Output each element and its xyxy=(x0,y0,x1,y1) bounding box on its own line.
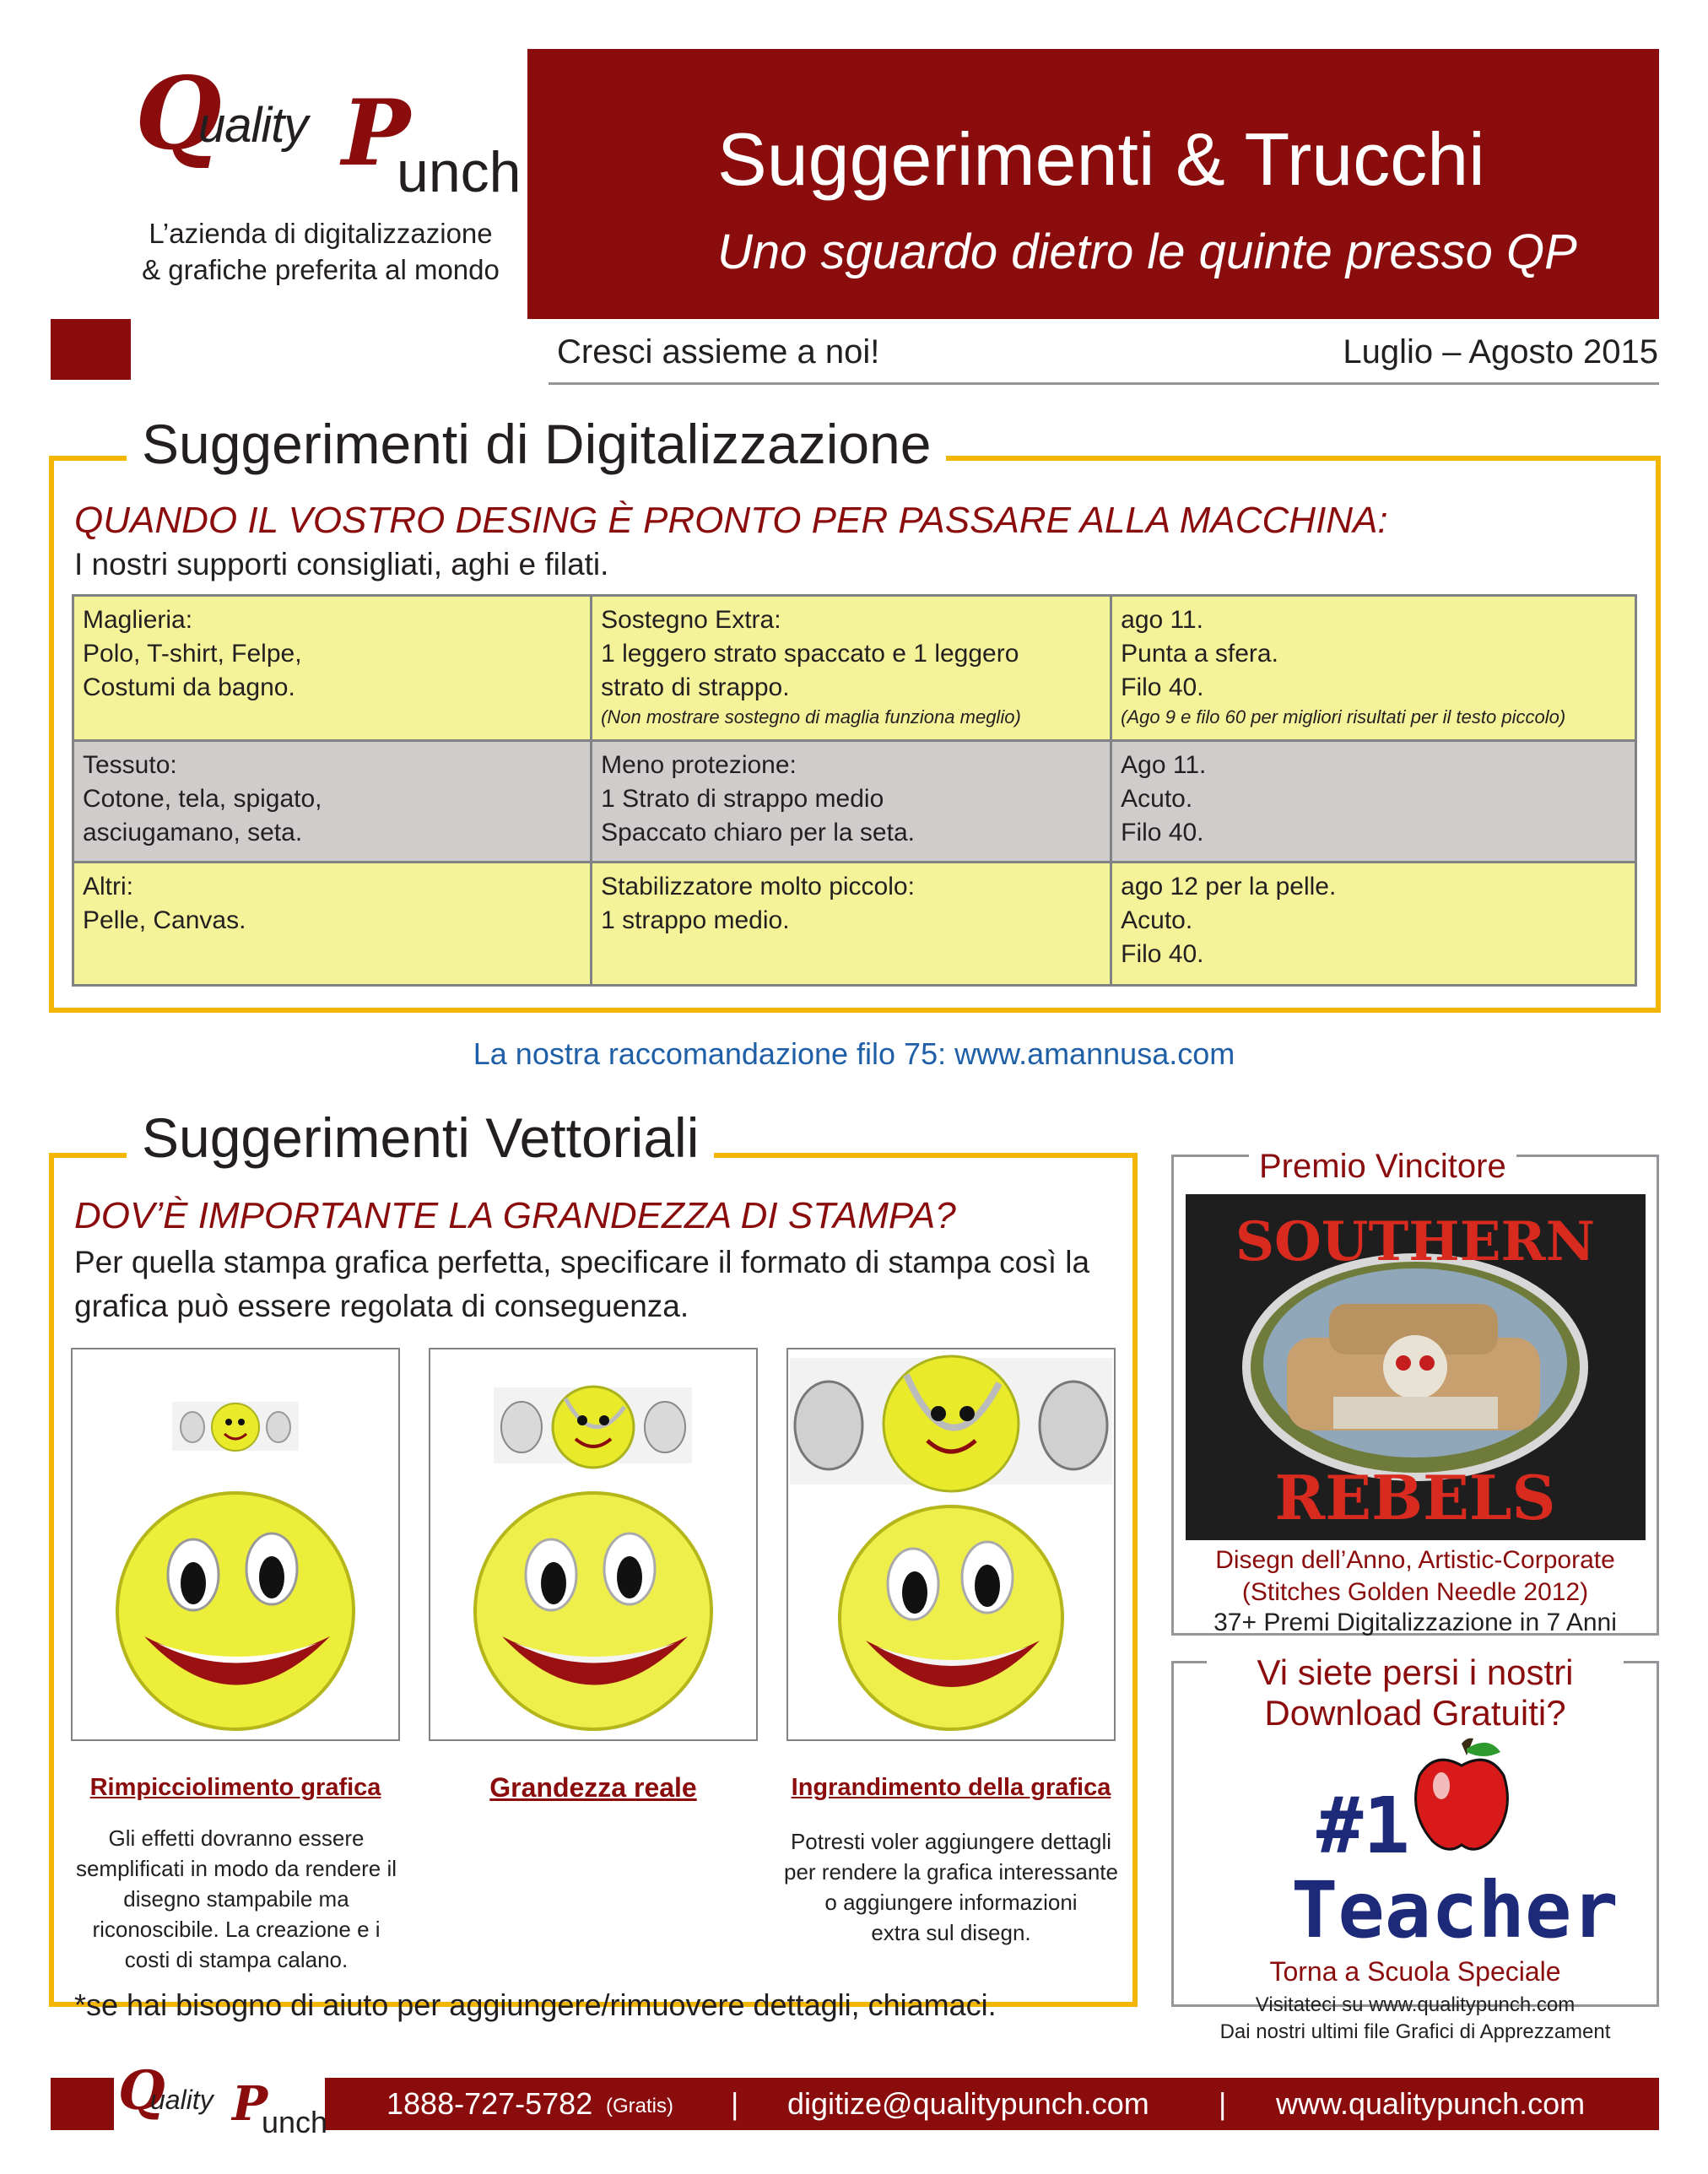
footer-website[interactable]: www.qualitypunch.com xyxy=(1276,2086,1586,2121)
cell-line: Tessuto: xyxy=(83,751,177,779)
teacher-badge-number: #1 xyxy=(1316,1781,1410,1871)
caption-enlarge: Ingrandimento della grafica xyxy=(791,1774,1111,1801)
cell-line: Acuto. xyxy=(1121,785,1193,813)
slogan: Cresci assieme a noi! xyxy=(557,333,880,370)
award-count: 37+ Premi Digitalizzazione in 7 Anni xyxy=(1213,1609,1617,1636)
vector-intro: Per quella stampa grafica perfetta, specificare il formato di stampa così la grafica può essere regolata di conseguenza. xyxy=(74,1245,1090,1323)
cell-note: (Ago 9 e filo 60 per migliori risultati per il testo piccolo) xyxy=(1121,706,1566,727)
issue-date: Luglio – Agosto 2015 xyxy=(1343,333,1658,370)
caption-line: Gli effetti dovranno essere xyxy=(108,1825,365,1851)
apple-icon xyxy=(1411,1737,1512,1855)
thread-recommendation-link[interactable]: La nostra raccomandazione filo 75: www.amannusa.com xyxy=(473,1036,1235,1071)
smiley-medium-illustration xyxy=(430,1349,756,1739)
tagline-line: & grafiche preferita al mondo xyxy=(142,254,500,285)
cell-line: 1 Strato di strappo medio xyxy=(601,785,884,813)
shrunk-graphic-panel xyxy=(71,1348,400,1741)
vector-title: Suggerimenti Vettoriali xyxy=(127,1106,714,1170)
footer-logo-p: P xyxy=(232,2076,268,2132)
cell-line: Sostegno Extra: xyxy=(601,606,781,634)
caption-line: disegno stampabile ma xyxy=(123,1886,349,1912)
cell-line: Ago 11. xyxy=(1121,751,1207,779)
award-embroidery-image xyxy=(1186,1194,1646,1540)
footer-phone-note: (Gratis) xyxy=(606,2095,673,2117)
cell-line: Acuto. xyxy=(1121,906,1193,934)
table-cell xyxy=(1111,863,1636,986)
footer-logo-q: Q xyxy=(118,2059,165,2123)
cell-line: Maglieria: xyxy=(83,606,193,634)
caption-line: extra sul disegn. xyxy=(871,1920,1031,1945)
footer-logo-punch: unch xyxy=(262,2105,328,2139)
award-caption xyxy=(1171,1544,1659,1609)
cell-line: Filo 40. xyxy=(1121,940,1204,968)
table-row xyxy=(73,596,1636,741)
help-note: *se hai bisogno di aiuto per aggiungere/rimuovere dettagli, chiamaci. xyxy=(74,1987,997,2022)
footer-corner-block xyxy=(51,2078,114,2130)
table-row xyxy=(73,741,1636,863)
tagline-line: L’azienda di digitalizzazione xyxy=(149,218,493,249)
table-cell xyxy=(592,741,1111,863)
header-corner-block xyxy=(51,319,131,380)
footer-email[interactable]: digitize@qualitypunch.com xyxy=(787,2086,1149,2121)
vector-question: DOV’È IMPORTANTE LA GRANDEZZA DI STAMPA? xyxy=(74,1195,956,1236)
cell-line: Pelle, Canvas. xyxy=(83,906,246,934)
table-cell xyxy=(73,863,592,986)
table-cell xyxy=(592,596,1111,741)
award-text-bottom: REBELS xyxy=(1274,1462,1556,1533)
caption-line: per rendere la grafica interessante xyxy=(783,1859,1118,1885)
actual-size-panel xyxy=(429,1348,758,1741)
caption-line: riconoscibile. La creazione e i xyxy=(92,1917,381,1942)
cell-line: Filo 40. xyxy=(1121,673,1204,701)
smiley-large-illustration xyxy=(788,1349,1114,1739)
logo-q: Q xyxy=(135,55,222,172)
page-title: Suggerimenti & Trucchi xyxy=(717,117,1485,201)
cell-line: Cotone, tela, spigato, xyxy=(83,785,322,813)
table-cell xyxy=(592,863,1111,986)
smiley-small-illustration xyxy=(73,1349,398,1739)
footer-separator: | xyxy=(1219,2086,1227,2121)
caption-line: o aggiungere informazioni xyxy=(824,1890,1078,1915)
award-text-top: SOUTHERN xyxy=(1235,1210,1596,1274)
cell-line: Altri: xyxy=(83,873,133,900)
caption-line: Potresti voler aggiungere dettagli xyxy=(790,1829,1112,1854)
logo-p: P xyxy=(342,80,411,187)
caption-shrink-text xyxy=(59,1823,413,1975)
cell-line: Polo, T-shirt, Felpe, xyxy=(83,640,302,668)
table-cell xyxy=(1111,741,1636,863)
table-cell xyxy=(73,741,592,863)
cell-line: asciugamano, seta. xyxy=(83,819,303,846)
footer-logo-quality: uality xyxy=(150,2085,214,2115)
caption-shrink: Rimpicciolimento grafica xyxy=(89,1774,381,1801)
cell-line: Meno protezione: xyxy=(601,751,797,779)
footer-separator: | xyxy=(731,2086,739,2121)
divider xyxy=(549,382,1659,385)
table-cell xyxy=(73,596,592,741)
award-caption-line: Disegn dell’Anno, Artistic-Corporate xyxy=(1215,1546,1615,1574)
table-row xyxy=(73,863,1636,986)
table-cell xyxy=(1111,596,1636,741)
cell-line: 1 leggero strato spaccato e 1 leggero xyxy=(601,640,1019,668)
enlarged-graphic-panel xyxy=(786,1348,1116,1741)
cell-line: Punta a sfera. xyxy=(1121,640,1278,668)
teacher-badge-word: Teacher xyxy=(1291,1865,1619,1955)
logo-punch: unch xyxy=(397,140,522,204)
digitizing-title: Suggerimenti di Digitalizzazione xyxy=(127,412,946,476)
downloads-title-line: Download Gratuiti? xyxy=(1264,1693,1566,1733)
cell-line: Filo 40. xyxy=(1121,819,1204,846)
cell-note: (Non mostrare sostegno di maglia funziona meglio) xyxy=(601,706,1021,727)
award-caption-line: (Stitches Golden Needle 2012) xyxy=(1241,1578,1589,1606)
downloads-title xyxy=(1207,1652,1624,1733)
cell-line: ago 12 per la pelle. xyxy=(1121,873,1337,900)
page-subtitle: Uno sguardo dietro le quinte presso QP xyxy=(717,224,1577,279)
support-table xyxy=(72,594,1637,987)
cell-line: strato di strappo. xyxy=(601,673,790,701)
cell-line: Stabilizzatore molto piccolo: xyxy=(601,873,915,900)
footer-phone[interactable]: 1888-727-5782 xyxy=(386,2086,593,2121)
digitizing-question: QUANDO IL VOSTRO DESING È PRONTO PER PASSARE ALLA MACCHINA: xyxy=(74,500,1388,541)
caption-enlarge-text xyxy=(770,1826,1132,1948)
header-corner-blank xyxy=(131,319,527,380)
logo-quality: uality xyxy=(198,98,308,153)
award-title: Premio Vincitore xyxy=(1249,1148,1516,1186)
tagline xyxy=(127,215,515,288)
cell-line: Costumi da bagno. xyxy=(83,673,295,701)
downloads-line: Dai nostri ultimi file Grafici di Apprezzament xyxy=(1219,2020,1611,2043)
cell-line: 1 strappo medio. xyxy=(601,906,790,934)
cell-line: Spaccato chiaro per la seta. xyxy=(601,819,915,846)
caption-actual: Grandezza reale xyxy=(489,1772,697,1803)
caption-line: semplificati in modo da rendere il xyxy=(75,1856,397,1881)
downloads-subtitle: Torna a Scuola Speciale xyxy=(1269,1956,1561,1987)
digitizing-intro: I nostri supporti consigliati, aghi e filati. xyxy=(74,547,609,581)
downloads-link-line[interactable]: Visitateci su www.qualitypunch.com xyxy=(1255,1993,1576,2016)
cell-line: ago 11. xyxy=(1121,606,1204,634)
downloads-title-line: Vi siete persi i nostri xyxy=(1257,1652,1574,1692)
caption-line: costi di stampa calano. xyxy=(124,1947,349,1972)
